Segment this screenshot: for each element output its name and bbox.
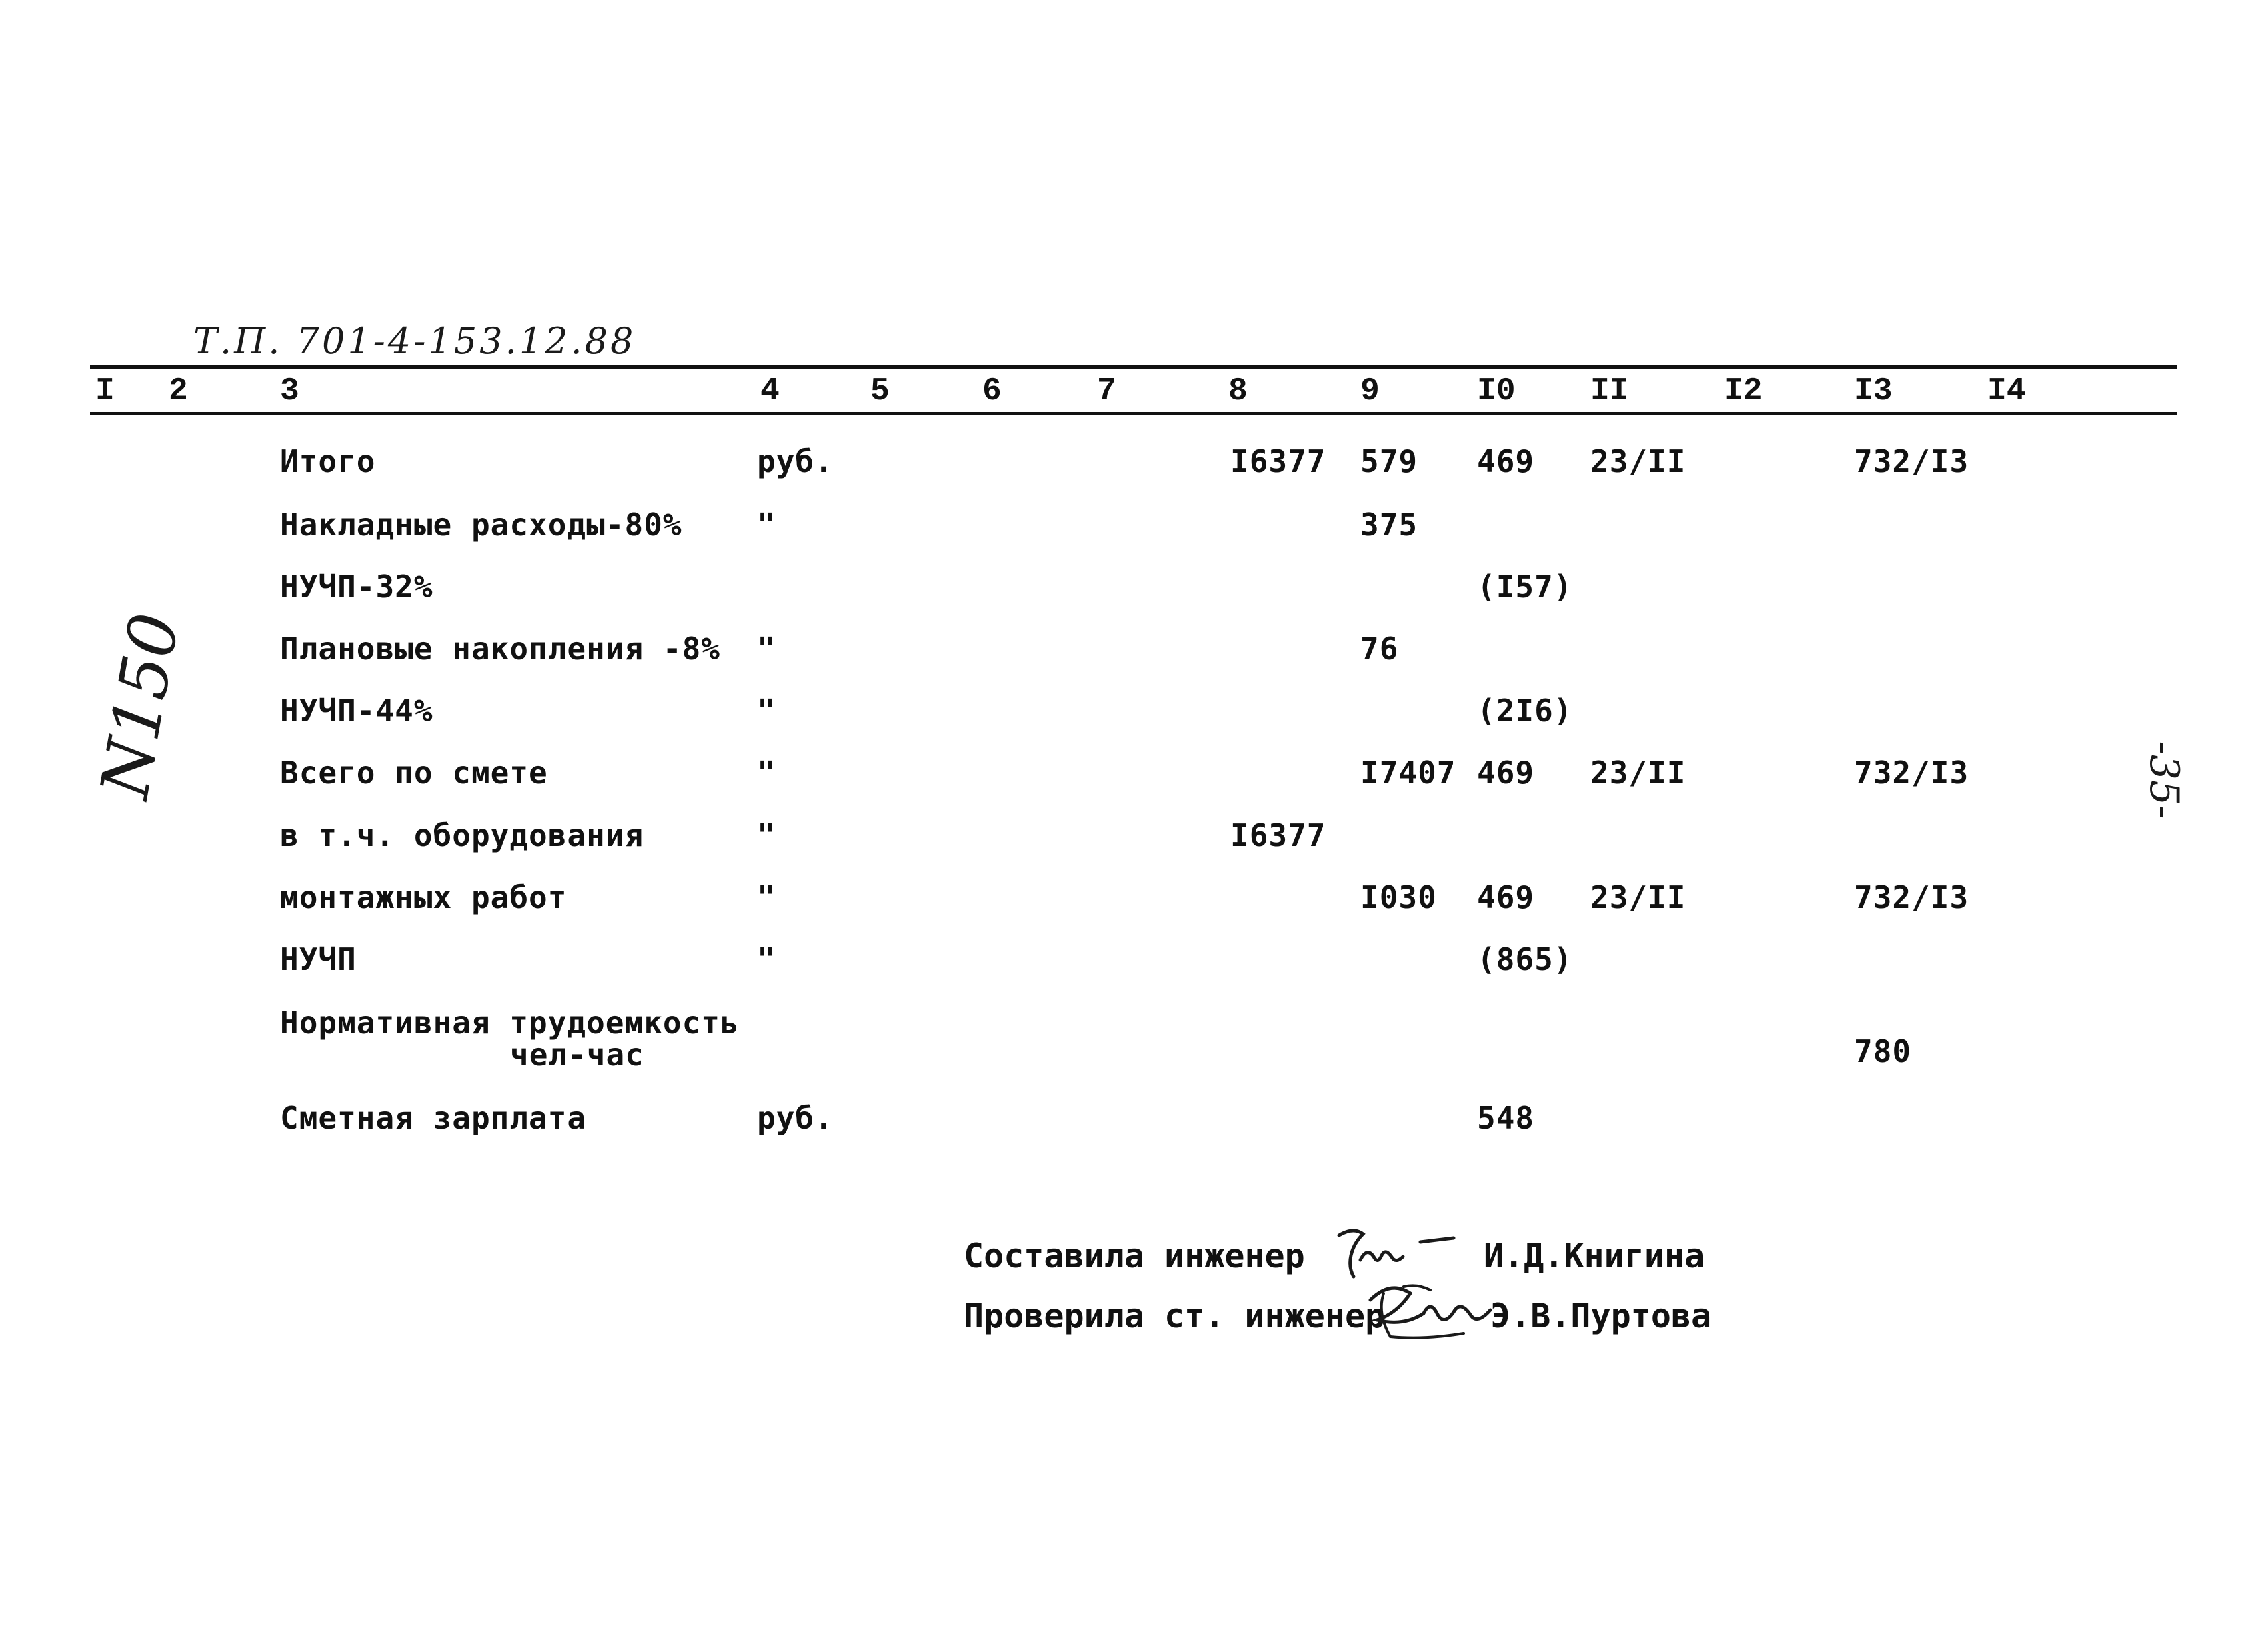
column-number-row bbox=[0, 373, 2268, 411]
column-number: I0 bbox=[1477, 373, 1516, 409]
row-name-line2: чел-час bbox=[510, 1037, 644, 1073]
table-row bbox=[0, 443, 2268, 483]
row-name: в т.ч. оборудования bbox=[280, 817, 644, 853]
row-name: НУЧП bbox=[280, 941, 357, 977]
page-number: -35- bbox=[2141, 741, 2187, 819]
row-col11: 23/II bbox=[1590, 879, 1686, 915]
row-col10: 469 bbox=[1477, 755, 1535, 791]
column-number: 2 bbox=[169, 373, 188, 409]
row-unit: " bbox=[757, 817, 776, 853]
table-row bbox=[0, 693, 2268, 733]
table-row bbox=[0, 817, 2268, 857]
column-number: I bbox=[95, 373, 115, 409]
row-col9: 76 bbox=[1360, 631, 1399, 667]
row-unit: " bbox=[757, 507, 776, 543]
table-row bbox=[0, 879, 2268, 919]
column-number: 3 bbox=[280, 373, 299, 409]
table-row bbox=[0, 1007, 2268, 1080]
row-unit: руб. bbox=[757, 443, 834, 479]
row-col9: I030 bbox=[1360, 879, 1437, 915]
table-row bbox=[0, 631, 2268, 671]
table-header-rule bbox=[90, 412, 2177, 415]
row-col10: 469 bbox=[1477, 879, 1535, 915]
row-col10: 469 bbox=[1477, 443, 1535, 479]
row-col10: (I57) bbox=[1477, 569, 1573, 605]
row-name: Итого bbox=[280, 443, 376, 479]
row-col9: 579 bbox=[1360, 443, 1418, 479]
document-code: Т.П. 701-4-153.12.88 bbox=[193, 320, 636, 362]
row-col8: I6377 bbox=[1230, 817, 1326, 853]
row-col13: 780 bbox=[1854, 1033, 1912, 1069]
row-name-line1: Нормативная трудоемкость bbox=[280, 1005, 740, 1041]
row-col10: (2I6) bbox=[1477, 693, 1573, 729]
row-unit: " bbox=[757, 755, 776, 791]
column-number: 9 bbox=[1360, 373, 1380, 409]
table-row bbox=[0, 941, 2268, 981]
column-number: II bbox=[1590, 373, 1629, 409]
row-col11: 23/II bbox=[1590, 755, 1686, 791]
column-number: I3 bbox=[1854, 373, 1893, 409]
compiled-name: И.Д.Книгина bbox=[1484, 1237, 1705, 1275]
row-col9: I7407 bbox=[1360, 755, 1456, 791]
row-col10: (865) bbox=[1477, 941, 1573, 977]
row-name: Сметная зарплата bbox=[280, 1100, 587, 1136]
row-col13: 732/I3 bbox=[1854, 443, 1969, 479]
column-number: 7 bbox=[1097, 373, 1116, 409]
row-unit: " bbox=[757, 941, 776, 977]
row-name: Плановые накопления -8% bbox=[280, 631, 720, 667]
column-number: 6 bbox=[982, 373, 1002, 409]
column-number: I4 bbox=[1987, 373, 2026, 409]
row-col13: 732/I3 bbox=[1854, 755, 1969, 791]
row-unit: " bbox=[757, 631, 776, 667]
archive-number: N150 bbox=[85, 607, 195, 804]
signature-block bbox=[964, 1237, 1764, 1357]
checked-role: Проверила ст. инженер bbox=[964, 1297, 1386, 1335]
row-name bbox=[280, 1007, 740, 1071]
table-top-rule bbox=[90, 365, 2177, 369]
row-unit: руб. bbox=[757, 1100, 834, 1136]
row-unit: " bbox=[757, 879, 776, 915]
row-col8: I6377 bbox=[1230, 443, 1326, 479]
column-number: 4 bbox=[760, 373, 780, 409]
row-col10: 548 bbox=[1477, 1100, 1535, 1136]
row-name: Всего по смете bbox=[280, 755, 548, 791]
column-number: 5 bbox=[870, 373, 890, 409]
row-name: НУЧП-44% bbox=[280, 693, 433, 729]
row-name: НУЧП-32% bbox=[280, 569, 433, 605]
compiled-role: Составила инженер bbox=[964, 1237, 1305, 1275]
row-col11: 23/II bbox=[1590, 443, 1686, 479]
table-row bbox=[0, 1100, 2268, 1140]
row-unit: " bbox=[757, 693, 776, 729]
checked-by-line bbox=[964, 1297, 1764, 1357]
checked-signature bbox=[1364, 1273, 1504, 1355]
column-number: I2 bbox=[1724, 373, 1763, 409]
table-row bbox=[0, 755, 2268, 795]
row-col13: 732/I3 bbox=[1854, 879, 1969, 915]
column-number: 8 bbox=[1228, 373, 1248, 409]
table-row bbox=[0, 507, 2268, 547]
table-row bbox=[0, 569, 2268, 609]
checked-name: Э.В.Пуртова bbox=[1490, 1297, 1712, 1335]
row-col9: 375 bbox=[1360, 507, 1418, 543]
row-name: монтажных работ bbox=[280, 879, 568, 915]
row-name: Накладные расходы-80% bbox=[280, 507, 682, 543]
